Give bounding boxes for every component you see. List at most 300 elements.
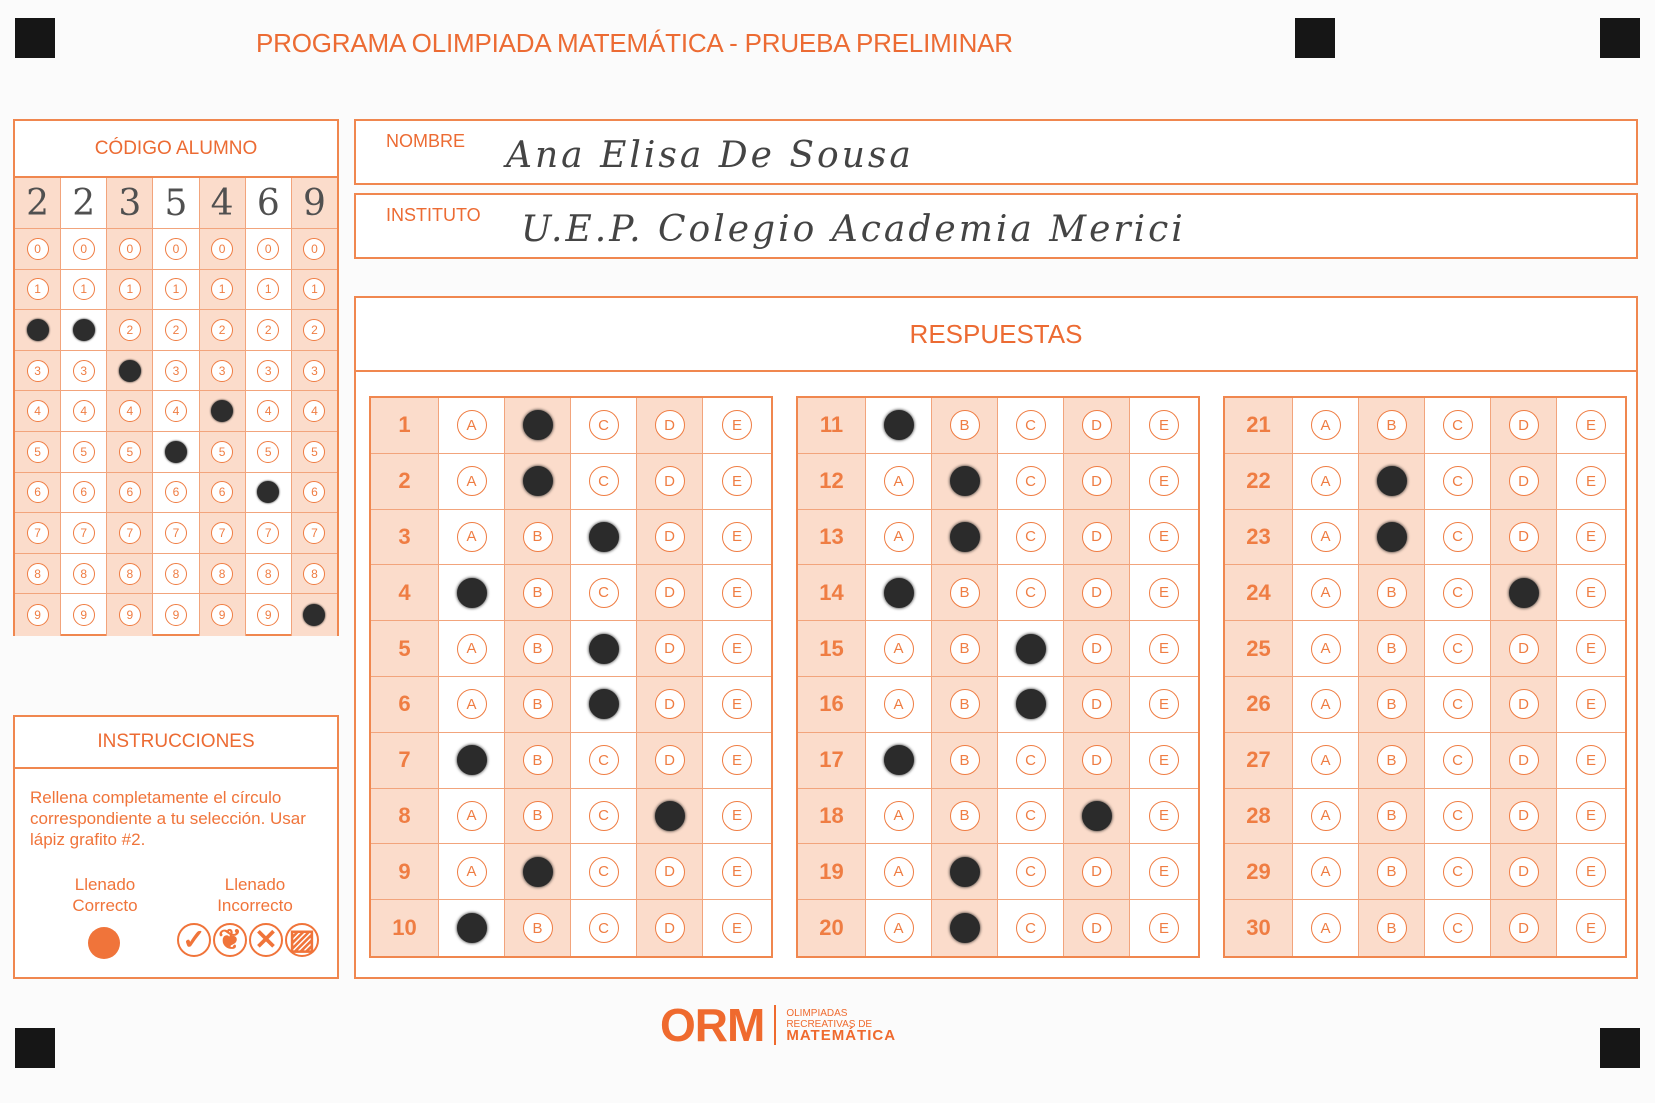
answer-bubble-5-c[interactable] (589, 634, 619, 664)
answer-bubble-21-b[interactable]: B (1377, 410, 1407, 440)
answer-cell (1359, 621, 1424, 677)
code-bubble[interactable] (257, 481, 279, 503)
answer-bubble-5-e[interactable]: E (722, 634, 752, 664)
code-bubble[interactable]: 3 (73, 360, 95, 382)
answer-bubble-16-d[interactable]: D (1082, 689, 1112, 719)
code-cell (246, 473, 291, 514)
answers-heading: RESPUESTAS (356, 298, 1636, 372)
answer-bubble-27-a[interactable]: A (1311, 745, 1341, 775)
answer-cell (1293, 565, 1358, 621)
answer-bubble-6-e[interactable]: E (722, 689, 752, 719)
answer-bubble-9-c[interactable]: C (589, 857, 619, 887)
question-number-cell (798, 733, 865, 789)
code-bubble[interactable]: 3 (27, 360, 49, 382)
answer-bubble-30-d[interactable]: D (1509, 913, 1539, 943)
answer-bubble-29-a[interactable]: A (1311, 857, 1341, 887)
answer-cell (439, 677, 504, 733)
question-number: 24 (1246, 579, 1271, 605)
answer-bubble-1-e[interactable]: E (722, 410, 752, 440)
answer-bubble-30-b[interactable]: B (1377, 913, 1407, 943)
answer-bubble-7-a[interactable] (457, 745, 487, 775)
answer-bubble-19-b[interactable] (950, 857, 980, 887)
answer-bubble-24-c[interactable]: C (1443, 578, 1473, 608)
answer-bubble-16-a[interactable]: A (884, 689, 914, 719)
code-bubble[interactable]: 8 (303, 563, 325, 585)
answer-bubble-12-c[interactable]: C (1016, 466, 1046, 496)
answer-bubble-3-b[interactable]: B (523, 522, 553, 552)
answer-bubble-11-b[interactable]: B (950, 410, 980, 440)
question-number: 29 (1246, 858, 1271, 884)
code-bubble[interactable]: 8 (211, 563, 233, 585)
code-bubble[interactable]: 8 (27, 563, 49, 585)
answer-bubble-8-d[interactable] (655, 801, 685, 831)
code-bubble[interactable]: 5 (119, 441, 141, 463)
answer-bubble-24-a[interactable]: A (1311, 578, 1341, 608)
code-bubble[interactable]: 4 (303, 400, 325, 422)
code-bubble[interactable]: 6 (303, 481, 325, 503)
answer-bubble-19-d[interactable]: D (1082, 857, 1112, 887)
answer-bubble-13-b[interactable] (950, 522, 980, 552)
answer-bubble-12-e[interactable]: E (1149, 466, 1179, 496)
code-bubble[interactable]: 4 (27, 400, 49, 422)
code-cell (15, 594, 60, 635)
answer-bubble-11-e[interactable]: E (1149, 410, 1179, 440)
code-bubble[interactable]: 3 (257, 360, 279, 382)
code-cell (246, 554, 291, 595)
answer-bubble-22-a[interactable]: A (1311, 466, 1341, 496)
answer-cell (1064, 398, 1129, 454)
option-column-a (866, 398, 932, 956)
answer-bubble-5-a[interactable]: A (457, 634, 487, 664)
code-bubble[interactable]: 6 (27, 481, 49, 503)
answer-bubble-28-e[interactable]: E (1576, 801, 1606, 831)
answer-bubble-21-e[interactable]: E (1576, 410, 1606, 440)
answer-bubble-19-a[interactable]: A (884, 857, 914, 887)
answer-cell (439, 733, 504, 789)
answer-bubble-22-b[interactable] (1377, 466, 1407, 496)
answer-bubble-18-b[interactable]: B (950, 801, 980, 831)
answer-cell (1491, 844, 1556, 900)
code-bubble[interactable]: 7 (257, 522, 279, 544)
answer-bubble-19-e[interactable]: E (1149, 857, 1179, 887)
question-number-cell (371, 621, 438, 677)
code-cell (15, 554, 60, 595)
answer-bubble-18-d[interactable] (1082, 801, 1112, 831)
code-bubble[interactable]: 9 (27, 604, 49, 626)
answer-bubble-2-a[interactable]: A (457, 466, 487, 496)
answer-bubble-5-d[interactable]: D (655, 634, 685, 664)
answer-bubble-25-c[interactable]: C (1443, 634, 1473, 664)
answer-bubble-9-b[interactable] (523, 857, 553, 887)
code-cell (15, 473, 60, 514)
answer-cell (1359, 454, 1424, 510)
answer-bubble-3-c[interactable] (589, 522, 619, 552)
code-bubble[interactable]: 4 (165, 400, 187, 422)
question-number-cell (371, 844, 438, 900)
code-bubble[interactable]: 9 (73, 604, 95, 626)
answer-bubble-14-e[interactable]: E (1149, 578, 1179, 608)
answer-cell (439, 454, 504, 510)
answer-bubble-14-c[interactable]: C (1016, 578, 1046, 608)
answer-bubble-8-a[interactable]: A (457, 801, 487, 831)
instructions-panel (13, 715, 339, 979)
answer-bubble-10-c[interactable]: C (589, 913, 619, 943)
answer-cell (866, 621, 931, 677)
code-cell (61, 351, 106, 392)
answer-cell (1130, 900, 1198, 956)
code-bubble[interactable]: 8 (257, 563, 279, 585)
answer-bubble-4-e[interactable]: E (722, 578, 752, 608)
answer-bubble-26-a[interactable]: A (1311, 689, 1341, 719)
answer-bubble-7-c[interactable]: C (589, 745, 619, 775)
answer-bubble-23-d[interactable]: D (1509, 522, 1539, 552)
question-number-column (371, 398, 439, 956)
institute-field[interactable] (354, 193, 1638, 259)
question-number-cell (798, 454, 865, 510)
answer-bubble-2-d[interactable]: D (655, 466, 685, 496)
answer-bubble-17-a[interactable] (884, 745, 914, 775)
answer-bubble-1-c[interactable]: C (589, 410, 619, 440)
code-bubble[interactable]: 7 (303, 522, 325, 544)
code-bubble[interactable]: 3 (303, 360, 325, 382)
question-number-cell (798, 789, 865, 845)
answer-bubble-7-e[interactable]: E (722, 745, 752, 775)
answer-bubble-29-c[interactable]: C (1443, 857, 1473, 887)
code-bubble[interactable]: 9 (119, 604, 141, 626)
code-bubble[interactable]: 2 (119, 319, 141, 341)
answer-bubble-23-e[interactable]: E (1576, 522, 1606, 552)
answer-bubble-16-c[interactable] (1016, 689, 1046, 719)
answer-bubble-28-a[interactable]: A (1311, 801, 1341, 831)
answer-cell (866, 789, 931, 845)
code-bubble[interactable]: 0 (257, 238, 279, 260)
code-bubble[interactable]: 1 (257, 278, 279, 300)
logo-line-1: OLIMPIADAS (786, 1007, 848, 1019)
answer-bubble-7-b[interactable]: B (523, 745, 553, 775)
answer-bubble-26-d[interactable]: D (1509, 689, 1539, 719)
answer-bubble-8-b[interactable]: B (523, 801, 553, 831)
answer-cell (505, 789, 570, 845)
registration-mark-top-center (1295, 18, 1335, 58)
answer-bubble-25-d[interactable]: D (1509, 634, 1539, 664)
answer-bubble-20-a[interactable]: A (884, 913, 914, 943)
answer-bubble-15-e[interactable]: E (1149, 634, 1179, 664)
answer-bubble-21-d[interactable]: D (1509, 410, 1539, 440)
answer-bubble-10-d[interactable]: D (655, 913, 685, 943)
code-cell (292, 391, 337, 432)
answer-bubble-17-b[interactable]: B (950, 745, 980, 775)
answer-bubble-15-d[interactable]: D (1082, 634, 1112, 664)
answer-bubble-23-b[interactable] (1377, 522, 1407, 552)
code-bubble[interactable]: 7 (211, 522, 233, 544)
answer-bubble-16-b[interactable]: B (950, 689, 980, 719)
orm-logo (660, 998, 896, 1052)
answer-bubble-25-a[interactable]: A (1311, 634, 1341, 664)
code-bubble[interactable]: 9 (257, 604, 279, 626)
answer-bubble-9-e[interactable]: E (722, 857, 752, 887)
answer-cell (998, 565, 1063, 621)
answer-bubble-22-d[interactable]: D (1509, 466, 1539, 496)
answer-bubble-11-c[interactable]: C (1016, 410, 1046, 440)
code-bubble[interactable]: 5 (27, 441, 49, 463)
code-bubble[interactable]: 6 (211, 481, 233, 503)
code-bubble[interactable] (303, 604, 325, 626)
code-bubble[interactable]: 9 (211, 604, 233, 626)
code-bubble[interactable]: 1 (211, 278, 233, 300)
question-number: 23 (1246, 523, 1271, 549)
code-bubble[interactable]: 7 (119, 522, 141, 544)
code-bubble[interactable]: 4 (257, 400, 279, 422)
answer-bubble-9-d[interactable]: D (655, 857, 685, 887)
code-cell (61, 594, 106, 635)
answer-cell (703, 510, 771, 566)
code-bubble[interactable]: 0 (27, 238, 49, 260)
answer-cell (932, 789, 997, 845)
answer-bubble-19-c[interactable]: C (1016, 857, 1046, 887)
answer-bubble-21-a[interactable]: A (1311, 410, 1341, 440)
answer-cell (998, 621, 1063, 677)
code-cell (61, 432, 106, 473)
answer-bubble-17-e[interactable]: E (1149, 745, 1179, 775)
answer-bubble-24-b[interactable]: B (1377, 578, 1407, 608)
code-bubble[interactable]: 1 (165, 278, 187, 300)
code-bubble[interactable]: 4 (119, 400, 141, 422)
answer-bubble-28-d[interactable]: D (1509, 801, 1539, 831)
answer-cell (1425, 565, 1490, 621)
answer-bubble-1-a[interactable]: A (457, 410, 487, 440)
code-bubble[interactable]: 6 (73, 481, 95, 503)
answer-bubble-12-a[interactable]: A (884, 466, 914, 496)
answer-bubble-13-c[interactable]: C (1016, 522, 1046, 552)
code-cell (153, 513, 198, 554)
instructions-text: Rellena completamente el círculo correspondiente a tu selección. Usar lápiz grafito #2. (30, 788, 306, 849)
code-bubble[interactable]: 0 (303, 238, 325, 260)
answer-bubble-2-c[interactable]: C (589, 466, 619, 496)
code-bubble[interactable]: 5 (303, 441, 325, 463)
answer-bubble-27-e[interactable]: E (1576, 745, 1606, 775)
answer-bubble-24-d[interactable] (1509, 578, 1539, 608)
code-bubble[interactable]: 1 (119, 278, 141, 300)
answer-bubble-3-e[interactable]: E (722, 522, 752, 552)
option-column-c (1425, 398, 1491, 956)
answer-bubble-12-d[interactable]: D (1082, 466, 1112, 496)
answer-bubble-21-c[interactable]: C (1443, 410, 1473, 440)
answer-bubble-14-b[interactable]: B (950, 578, 980, 608)
instructions-heading: INSTRUCCIONES (15, 717, 337, 769)
code-bubble[interactable]: 5 (257, 441, 279, 463)
option-column-b (505, 398, 571, 956)
answer-bubble-30-c[interactable]: C (1443, 913, 1473, 943)
code-cell (107, 554, 152, 595)
code-bubble[interactable]: 1 (303, 278, 325, 300)
answer-bubble-13-e[interactable]: E (1149, 522, 1179, 552)
code-bubble[interactable]: 6 (119, 481, 141, 503)
answer-bubble-27-c[interactable]: C (1443, 745, 1473, 775)
answer-cell (571, 454, 636, 510)
answer-bubble-9-a[interactable]: A (457, 857, 487, 887)
code-bubble[interactable]: 0 (73, 238, 95, 260)
code-bubble[interactable]: 3 (165, 360, 187, 382)
code-bubble[interactable]: 8 (73, 563, 95, 585)
answer-bubble-20-b[interactable] (950, 913, 980, 943)
code-bubble[interactable]: 2 (257, 319, 279, 341)
answer-bubble-25-e[interactable]: E (1576, 634, 1606, 664)
answer-bubble-27-b[interactable]: B (1377, 745, 1407, 775)
answer-bubble-1-b[interactable] (523, 410, 553, 440)
answer-bubble-29-b[interactable]: B (1377, 857, 1407, 887)
code-cell (107, 594, 152, 635)
answer-bubble-17-c[interactable]: C (1016, 745, 1046, 775)
answer-bubble-27-d[interactable]: D (1509, 745, 1539, 775)
name-field[interactable] (354, 119, 1638, 185)
answer-bubble-15-c[interactable] (1016, 634, 1046, 664)
answer-bubble-5-b[interactable]: B (523, 634, 553, 664)
answer-bubble-6-d[interactable]: D (655, 689, 685, 719)
code-cell (15, 513, 60, 554)
answer-bubble-4-b[interactable]: B (523, 578, 553, 608)
answer-cell (1425, 789, 1490, 845)
answer-bubble-11-d[interactable]: D (1082, 410, 1112, 440)
code-bubble[interactable]: 0 (119, 238, 141, 260)
answer-bubble-6-c[interactable] (589, 689, 619, 719)
answer-cell (1293, 900, 1358, 956)
answer-bubble-28-c[interactable]: C (1443, 801, 1473, 831)
answer-bubble-29-d[interactable]: D (1509, 857, 1539, 887)
answer-bubble-11-a[interactable] (884, 410, 914, 440)
code-bubble[interactable]: 5 (211, 441, 233, 463)
answer-block-11-20 (796, 396, 1200, 958)
code-bubble[interactable] (165, 441, 187, 463)
answer-bubble-14-a[interactable] (884, 578, 914, 608)
answer-bubble-20-c[interactable]: C (1016, 913, 1046, 943)
answer-bubble-13-a[interactable]: A (884, 522, 914, 552)
code-bubble[interactable] (211, 400, 233, 422)
question-number-cell (1225, 900, 1292, 956)
answer-bubble-10-b[interactable]: B (523, 913, 553, 943)
answer-bubble-22-e[interactable]: E (1576, 466, 1606, 496)
answer-bubble-25-b[interactable]: B (1377, 634, 1407, 664)
answer-cell (866, 565, 931, 621)
answer-bubble-29-e[interactable]: E (1576, 857, 1606, 887)
incorrect-fill-label: Llenado Incorrecto (217, 875, 293, 915)
answer-bubble-16-e[interactable]: E (1149, 689, 1179, 719)
code-bubble[interactable]: 9 (165, 604, 187, 626)
registration-mark-top-right (1600, 18, 1640, 58)
answer-cell (998, 510, 1063, 566)
answer-bubble-26-b[interactable]: B (1377, 689, 1407, 719)
answer-bubble-30-a[interactable]: A (1311, 913, 1341, 943)
question-number-cell (371, 900, 438, 956)
answer-bubble-26-c[interactable]: C (1443, 689, 1473, 719)
answer-bubble-10-e[interactable]: E (722, 913, 752, 943)
answer-bubble-15-a[interactable]: A (884, 634, 914, 664)
answer-bubble-30-e[interactable]: E (1576, 913, 1606, 943)
answer-bubble-6-a[interactable]: A (457, 689, 487, 719)
answer-bubble-4-a[interactable] (457, 578, 487, 608)
answer-bubble-24-e[interactable]: E (1576, 578, 1606, 608)
code-bubble[interactable]: 1 (27, 278, 49, 300)
answer-bubble-12-b[interactable] (950, 466, 980, 496)
answer-bubble-15-b[interactable]: B (950, 634, 980, 664)
answer-bubble-7-d[interactable]: D (655, 745, 685, 775)
code-bubble[interactable]: 6 (165, 481, 187, 503)
answer-bubble-1-d[interactable]: D (655, 410, 685, 440)
answer-cell (932, 398, 997, 454)
code-bubble[interactable]: 5 (73, 441, 95, 463)
code-cell (246, 513, 291, 554)
answer-bubble-26-e[interactable]: E (1576, 689, 1606, 719)
code-bubble[interactable]: 0 (165, 238, 187, 260)
answer-bubble-17-d[interactable]: D (1082, 745, 1112, 775)
code-bubble[interactable]: 3 (211, 360, 233, 382)
code-cell (200, 473, 245, 514)
code-bubble[interactable]: 8 (165, 563, 187, 585)
answer-bubble-20-e[interactable]: E (1149, 913, 1179, 943)
answer-bubble-28-b[interactable]: B (1377, 801, 1407, 831)
answer-bubble-22-c[interactable]: C (1443, 466, 1473, 496)
answer-cell (703, 789, 771, 845)
answer-bubble-23-a[interactable]: A (1311, 522, 1341, 552)
answer-cell (637, 621, 702, 677)
code-cell (61, 554, 106, 595)
code-bubble[interactable]: 8 (119, 563, 141, 585)
code-bubble[interactable]: 7 (73, 522, 95, 544)
code-bubble[interactable]: 7 (27, 522, 49, 544)
answer-bubble-23-c[interactable]: C (1443, 522, 1473, 552)
code-cell (200, 310, 245, 351)
code-digit: 9 (292, 178, 337, 229)
answer-bubble-10-a[interactable] (457, 913, 487, 943)
code-bubble[interactable]: 2 (165, 319, 187, 341)
code-bubble[interactable]: 1 (73, 278, 95, 300)
code-bubble[interactable] (73, 319, 95, 341)
answer-bubble-18-c[interactable]: C (1016, 801, 1046, 831)
question-number: 7 (398, 747, 411, 773)
answer-bubble-20-d[interactable]: D (1082, 913, 1112, 943)
code-bubble[interactable] (119, 360, 141, 382)
answer-bubble-4-d[interactable]: D (655, 578, 685, 608)
answer-bubble-8-e[interactable]: E (722, 801, 752, 831)
answer-bubble-14-d[interactable]: D (1082, 578, 1112, 608)
answer-cell (505, 621, 570, 677)
answer-bubble-4-c[interactable]: C (589, 578, 619, 608)
code-bubble[interactable]: 2 (303, 319, 325, 341)
logo-text (786, 1008, 896, 1043)
code-bubble[interactable] (27, 319, 49, 341)
answer-bubble-13-d[interactable]: D (1082, 522, 1112, 552)
answer-cell (1293, 510, 1358, 566)
code-bubble[interactable]: 0 (211, 238, 233, 260)
answer-bubble-3-a[interactable]: A (457, 522, 487, 552)
answer-bubble-6-b[interactable]: B (523, 689, 553, 719)
correct-fill-label: Llenado Correcto (72, 875, 138, 915)
answer-bubble-3-d[interactable]: D (655, 522, 685, 552)
answer-bubble-18-e[interactable]: E (1149, 801, 1179, 831)
code-bubble[interactable]: 2 (211, 319, 233, 341)
answer-cell (866, 900, 931, 956)
answer-cell (1557, 677, 1625, 733)
code-bubble[interactable]: 4 (73, 400, 95, 422)
answer-cell (1557, 398, 1625, 454)
answer-bubble-18-a[interactable]: A (884, 801, 914, 831)
answer-cell (637, 398, 702, 454)
code-bubble[interactable]: 7 (165, 522, 187, 544)
answer-bubble-8-c[interactable]: C (589, 801, 619, 831)
question-number-cell (798, 510, 865, 566)
answer-cell (932, 677, 997, 733)
answer-bubble-2-b[interactable] (523, 466, 553, 496)
answer-bubble-2-e[interactable]: E (722, 466, 752, 496)
